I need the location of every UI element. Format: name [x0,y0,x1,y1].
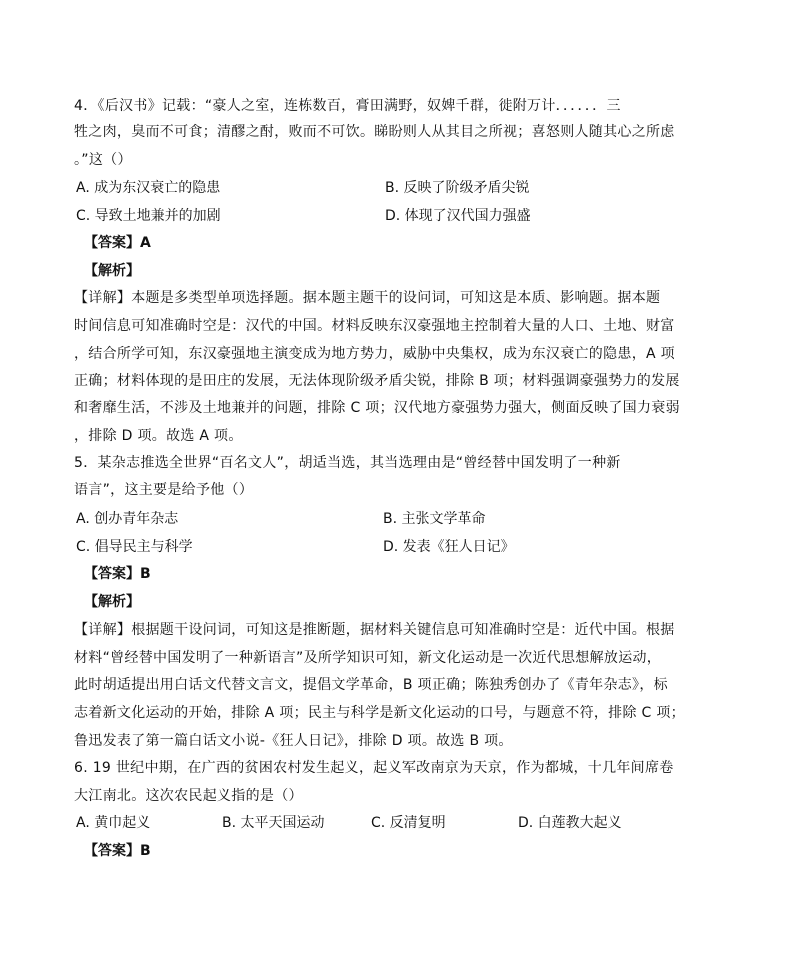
q4-detail-line-6: ，排除 D 项。故选 A 项。 [74,428,243,444]
q4-stem-line-3: 。”这（） [74,152,132,168]
answer-value: B [140,566,151,582]
q6-answer [84,841,151,861]
q4-option-a: A. 成为东汉衰亡的隐患 [76,180,221,196]
answer-value: A [140,235,151,251]
q6-option-d: D. 白莲教大起义 [518,815,622,831]
q6-stem-line-2: 大江南北。这次农民起义指的是（） [74,788,303,804]
q6-option-c: C. 反清复明 [371,815,446,831]
q5-stem-line-2: 语言”，这主要是给予他（） [74,482,254,498]
q5-detail-line-1: 【详解】根据题干设问词，可知这是推断题，据材料关键信息可知准确时空是：近代中国。根据 [74,622,675,638]
q5-stem-line-1: 5．某杂志推选全世界“百名文人”，胡适当选，其当选理由是“曾经替中国发明了一种新 [74,455,621,471]
q5-analysis-tag: 【解析】 [84,594,140,610]
q5-detail-line-2: 材料“曾经替中国发明了一种新语言”及所学知识可知，新文化运动是一次近代思想解放运动， [74,650,662,666]
answer-tag: 【答案】 [84,843,140,859]
answer-tag: 【答案】 [84,235,140,251]
q4-option-c: C. 导致土地兼并的加剧 [76,208,221,224]
q4-stem-line-2: 牲之肉，臭而不可食；清醪之酎，败而不可饮。睇盼则人从其目之所视；喜怒则人随其心之所虑 [74,124,675,140]
q5-option-a: A. 创办青年杂志 [76,511,179,527]
q4-answer [84,233,151,253]
q6-stem-line-1: 6. 19 世纪中期，在广西的贫困农村发生起义，起义军改南京为天京，作为都城，十几年间席卷 [74,760,674,776]
q4-analysis-tag: 【解析】 [84,263,140,279]
q4-detail-line-4: 正确；材料体现的是田庄的发展，无法体现阶级矛盾尖锐，排除 B 项；材料强调豪强势力的发展 [74,373,680,389]
q4-option-d: D. 体现了汉代国力强盛 [385,208,531,224]
answer-tag: 【答案】 [84,566,140,582]
q4-detail-line-3: ，结合所学可知，东汉豪强地主演变成为地方势力，威胁中央集权，成为东汉衰亡的隐患，A 项 [74,346,675,362]
q5-option-b: B. 主张文学革命 [383,511,486,527]
q5-detail-line-5: 鲁迅发表了第一篇白话文小说-《狂人日记》，排除 D 项。故选 B 项。 [74,733,513,749]
q5-option-c: C. 倡导民主与科学 [76,539,193,555]
q4-stem-line-1: 4．《后汉书》记载：“豪人之室，连栋数百，膏田满野，奴婢千群，徙附万计．．．．．．三 [74,98,621,114]
q5-option-d: D. 发表《狂人日记》 [383,539,515,555]
q5-detail-line-3: 此时胡适提出用白话文代替文言文，提倡文学革命，B 项正确；陈独秀创办了《青年杂志》，标 [74,677,668,693]
answer-value: B [140,843,151,859]
q4-option-b: B. 反映了阶级矛盾尖锐 [385,180,530,196]
q5-detail-line-4: 志着新文化运动的开始，排除 A 项；民主与科学是新文化运动的口号，与题意不符，排除 C 项； [74,705,685,721]
q4-detail-line-1: 【详解】本题是多类型单项选择题。据本题主题干的设问词，可知这是本质、影响题。据本题 [74,290,661,306]
q5-answer [84,564,151,584]
q6-option-a: A. 黄巾起义 [76,815,151,831]
q6-option-b: B. 太平天国运动 [222,815,325,831]
q4-detail-line-5: 和奢靡生活，不涉及土地兼并的问题，排除 C 项；汉代地方豪强势力强大，侧面反映了国力衰弱 [74,400,680,416]
q4-detail-line-2: 时间信息可知准确时空是：汉代的中国。材料反映东汉豪强地主控制着大量的人口、土地、财富 [74,318,675,334]
